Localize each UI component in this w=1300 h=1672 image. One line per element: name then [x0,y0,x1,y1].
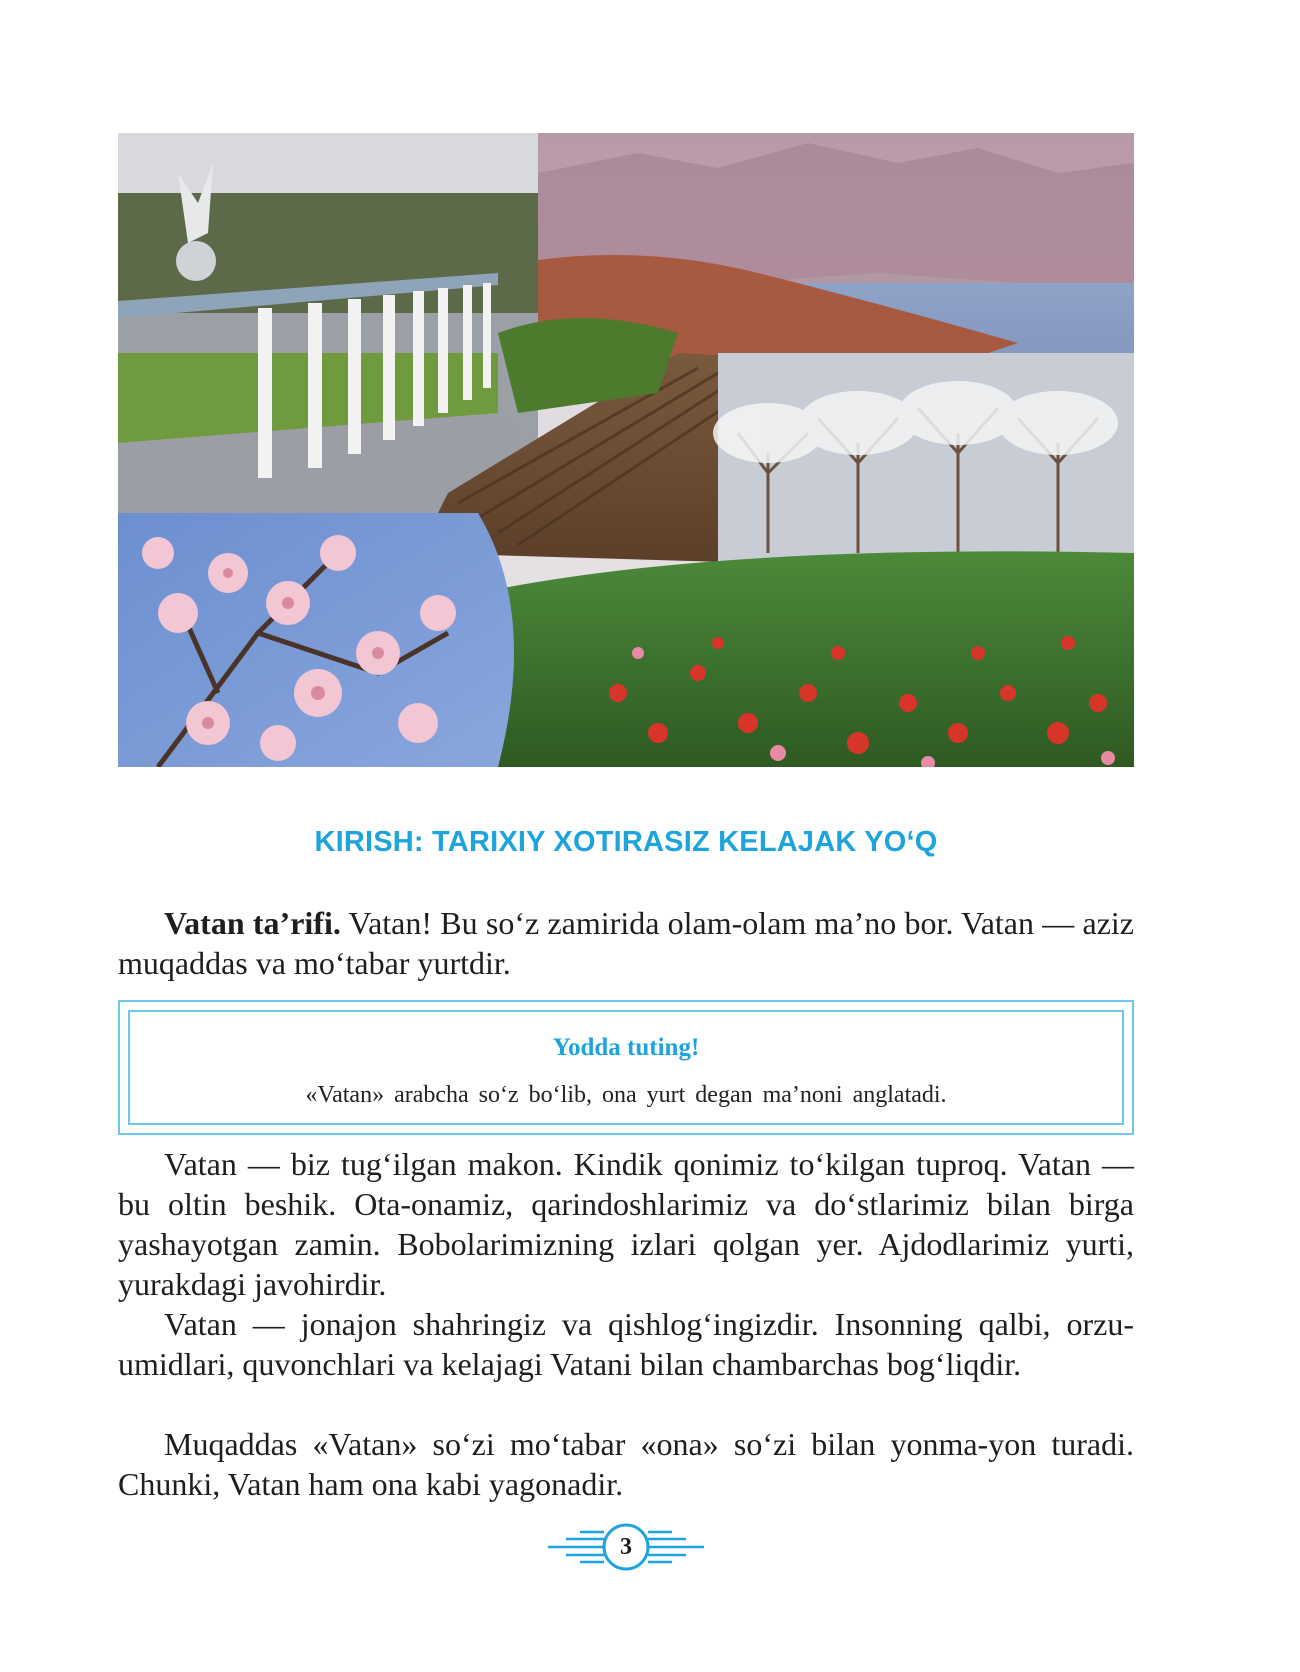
body-paragraph-3 [118,1424,1134,1504]
body-paragraph-1-text: Vatan — biz tug‘ilgan makon. Kindik qonimiz to‘kilgan tuproq. Vatan — bu oltin beshik. Ota-onamiz, qarindoshlarimiz va do‘stlarimiz bilan birga yashayotgan zamin. Bobolarimizning izlari qolgan yer. Ajdodlarimiz yurti, yurakdagi javohirdir. [118,1146,1134,1302]
body-paragraph-2-text: Vatan — jonajon shahringiz va qishlog‘ingizdir. Insonning qalbi, orzu-umidlari, quvonchlari va kelajagi Vatani bilan chambarchas bog‘liqdir. [118,1306,1134,1382]
page-number: 3 [620,1534,632,1560]
intro-paragraph [118,903,1134,983]
page-number-badge [548,1518,704,1576]
intro-text: Vatan! Bu so‘z zamirida olam-olam ma’no bor. Vatan — aziz muqaddas va mo‘tabar yurtdir. [118,905,1135,981]
body-paragraph-1 [118,1144,1134,1304]
note-box-inner [128,1010,1124,1125]
note-title: Yodda tuting! [552,1034,700,1061]
body-paragraph-3-text: Muqaddas «Vatan» so‘zi mo‘tabar «ona» so‘zi bilan yonma-yon turadi. Chunki, Vatan ham ona kabi yagonadir. [118,1426,1134,1502]
note-box [118,1000,1134,1135]
note-text: «Vatan» arabcha so‘z bo‘lib, ona yurt degan ma’noni anglatadi. [305,1082,947,1108]
intro-bold-lead: Vatan ta’rifi. [164,905,341,941]
section-title: KIRISH: TARIXIY XOTIRASIZ KELAJAK YO‘Q [314,826,938,858]
landscape-collage-image [118,133,1134,767]
body-paragraph-2 [118,1304,1134,1384]
